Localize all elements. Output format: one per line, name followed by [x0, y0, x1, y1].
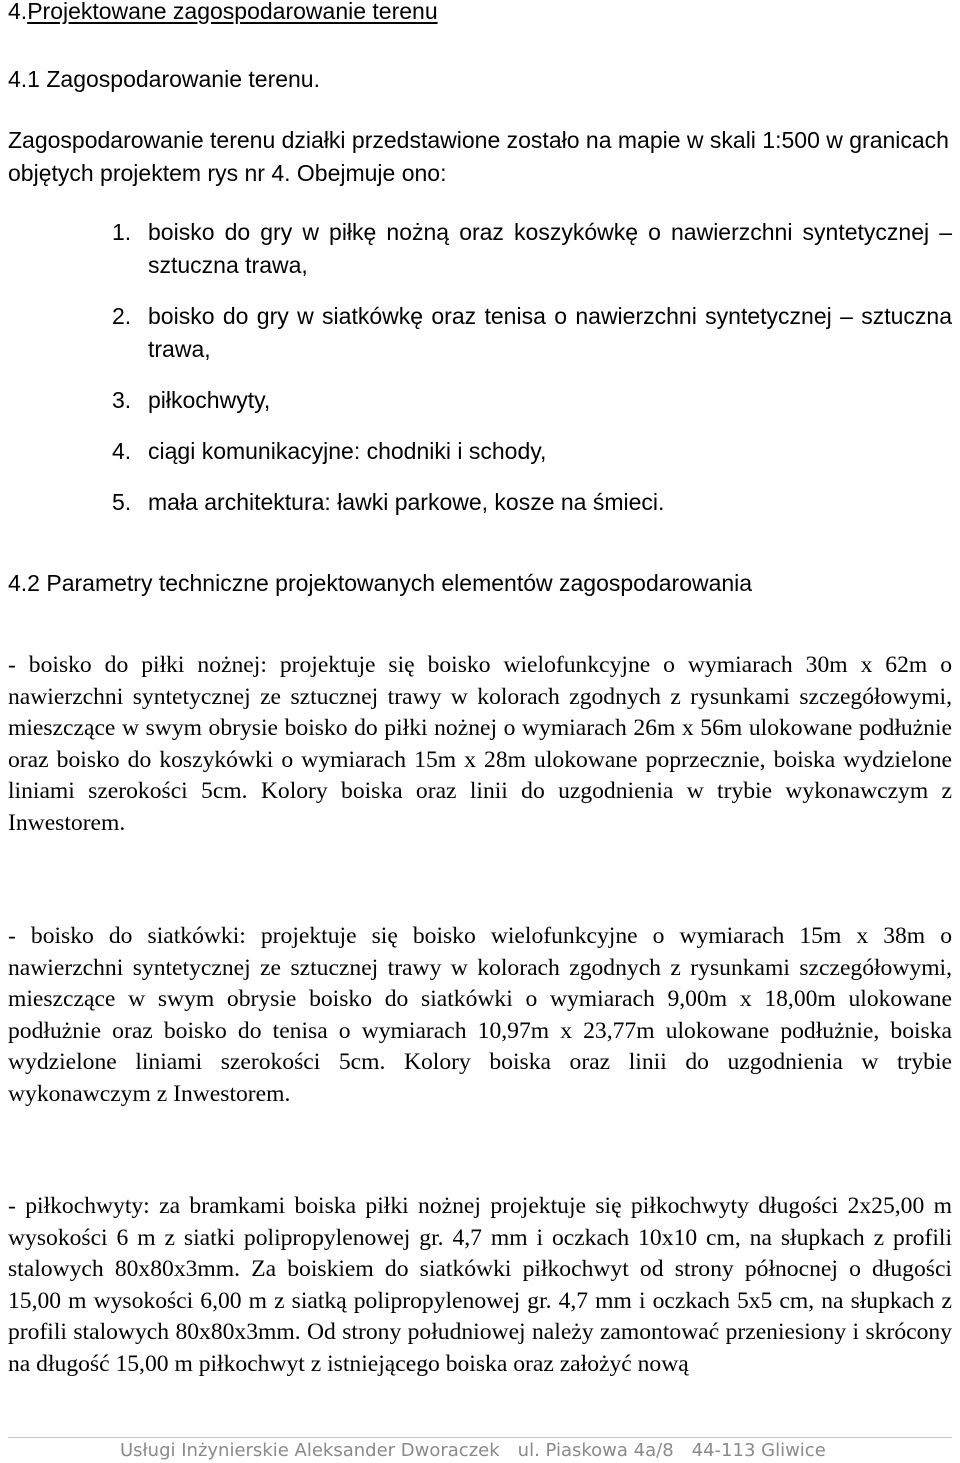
list-item-text: boisko do gry w piłkę nożną oraz koszykówkę o nawierzchni syntetycznej – sztuczna trawa,	[148, 219, 952, 278]
list-item-text: mała architektura: ławki parkowe, kosze na śmieci.	[148, 489, 665, 515]
list-item	[112, 384, 952, 417]
list-item-text: ciągi komunikacyjne: chodniki i schody,	[148, 438, 547, 464]
footer-city: 44-113 Gliwice	[691, 1440, 826, 1461]
intro-paragraph: Zagospodarowanie terenu działki przedstawione zostało na mapie w skali 1:500 w granicach objętych projektem rys nr 4. Obejmuje ono:	[8, 127, 949, 186]
list-item-text: piłkochwyty,	[148, 387, 271, 413]
list-item-number: 5.	[112, 489, 132, 515]
list-item-text: boisko do gry w siatkówkę oraz tenisa o nawierzchni syntetycznej – sztuczna trawa,	[148, 303, 952, 362]
footer-address: ul. Piaskowa 4a/8	[517, 1440, 674, 1461]
list-item-number: 3.	[112, 387, 132, 413]
paragraph-football-pitch: - boisko do piłki nożnej: projektuje się boisko wielofunkcyjne o wymiarach 30m x 62m o nawierzchni syntetycznej ze sztucznej trawy w kolorach zgodnych z rysunkami szczegółowymi, mieszczące w swym obrysie boisko do piłki nożnej o wymiarach 26m x 56m ulokowane podłużnie oraz boisko do koszykówki o wymiarach 15m x 28m ulokowane poprzecznie, boiska wydzielone liniami szerokości 5cm. Kolory boiska oraz linii do uzgodnienia w trybie wykonawczym z Inwestorem.	[8, 652, 952, 836]
list-item	[112, 216, 952, 282]
paragraph-ball-nets: - piłkochwyty: za bramkami boiska piłki nożnej projektuje się piłkochwyty długości 2x25,00 m wysokości 6 m z siatki polipropylenowej gr. 4,7 mm i oczkach 10x10 cm, na słupkach z profili stalowych 80x80x3mm. Za boiskiem do siatkówki piłkochwyt od strony północnej o długości 15,00 m wysokości 6,00 m z siatką polipropylenowej gr. 4,7 mm i oczkach 5x5 cm, na słupkach z profili stalowych 80x80x3mm. Od strony południowej należy zamontować przeniesiony i skrócony na długość 15,00 m piłkochwyt z istniejącego boiska oraz założyć nową	[8, 1193, 952, 1377]
section-heading	[8, 0, 438, 26]
list-item	[112, 486, 952, 519]
page-footer	[120, 1439, 826, 1463]
section-number: 4.	[8, 0, 28, 24]
element-list	[112, 216, 952, 519]
list-item	[112, 300, 952, 366]
list-item-number: 4.	[112, 438, 132, 464]
footer-divider	[8, 1437, 952, 1438]
footer-company: Usługi Inżynierskie Aleksander Dworaczek	[120, 1440, 500, 1461]
list-item-number: 1.	[112, 219, 132, 245]
section-title: Projektowane zagospodarowanie terenu	[27, 0, 438, 24]
list-item	[112, 435, 952, 468]
list-item-number: 2.	[112, 303, 132, 329]
paragraph-volleyball-court: - boisko do siatkówki: projektuje się boisko wielofunkcyjne o wymiarach 15m x 38m o nawierzchni syntetycznej ze sztucznej trawy w kolorach zgodnych z rysunkami szczegółowymi, mieszczące w swym obrysie boisko do siatkówki o wymiarach 9,00m x 18,00m ulokowane podłużnie oraz boisko do tenisa o wymiarach 10,97m x 23,77m ulokowane podłużnie, boiska wydzielone liniami szerokości 5cm. Kolory boiska oraz linii do uzgodnienia w trybie wykonawczym z Inwestorem.	[8, 923, 952, 1107]
subsection-heading-4-1: 4.1 Zagospodarowanie terenu.	[8, 66, 320, 92]
subsection-heading-4-2: 4.2 Parametry techniczne projektowanych elementów zagospodarowania	[8, 570, 753, 596]
